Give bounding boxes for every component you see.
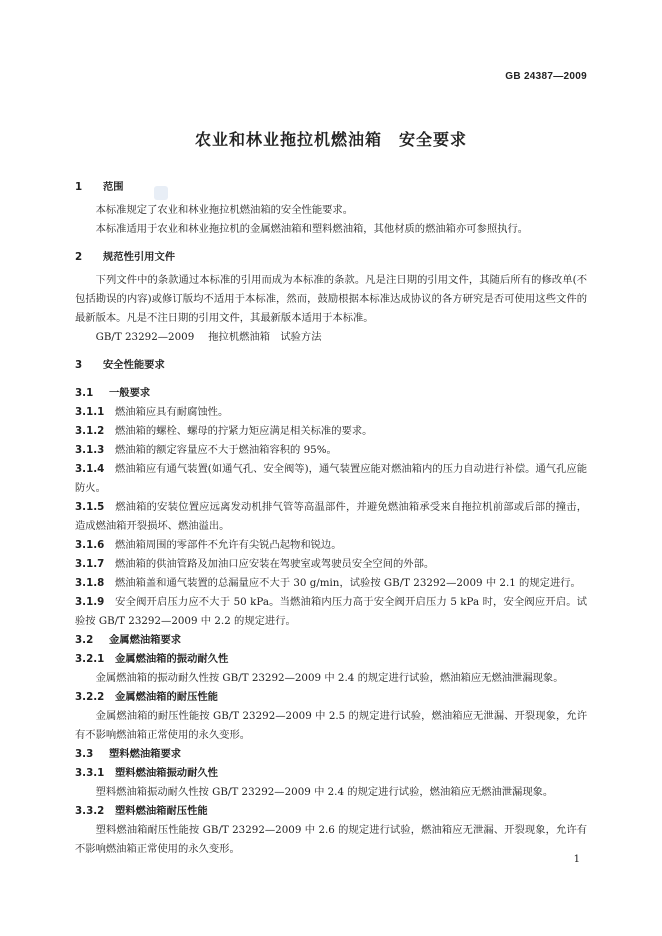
section-heading-2: 2 规范性引用文件 [75, 251, 176, 263]
reference-code: GB/T 23292—2009 [95, 331, 195, 343]
document-title: 农业和林业拖拉机燃油箱 安全要求 [194, 130, 467, 149]
paragraph: 本标准规定了农业和林业拖拉机燃油箱的安全性能要求。 [95, 204, 354, 216]
clause-item: 3.1.2 燃油箱的螺栓、螺母的拧紧力矩应满足相关标准的要求。 [75, 425, 373, 437]
clause-item: 3.1.8 燃油箱盖和通气装置的总漏量应不大于 30 g/min，试验按 GB/T 23292—2009 中 2.1 的规定进行。 [75, 577, 581, 589]
paragraph: 金属燃油箱的耐压性能按 GB/T 23292—2009 中 2.5 的规定进行试验，燃油箱应无泄漏、开裂现象，允许有不影响燃油箱正常使用的永久变形。 [75, 710, 587, 741]
section-heading-3-2-1: 3.2.1 金属燃油箱的振动耐久性 [75, 653, 229, 665]
clause-item: 3.1.5 燃油箱的安装位置应远离发动机排气管等高温部件，并避免燃油箱承受来自拖拉机前部或后部的撞击，造成燃油箱开裂损坏、燃油溢出。 [75, 501, 587, 532]
clause-item: 3.1.1 燃油箱应具有耐腐蚀性。 [75, 406, 229, 418]
section-heading-3-3: 3.3 塑料燃油箱要求 [75, 748, 182, 760]
section-heading-3-2-2: 3.2.2 金属燃油箱的耐压性能 [75, 691, 218, 703]
section-heading-1: 1 范围 [75, 181, 124, 193]
document-body [75, 178, 587, 859]
section-heading-3-1: 3.1 一般要求 [75, 387, 151, 399]
section-heading-3: 3 安全性能要求 [75, 359, 165, 371]
page-number: 1 [573, 854, 580, 865]
paragraph: 本标准适用于农业和林业拖拉机的金属燃油箱和塑料燃油箱，其他材质的燃油箱亦可参照执行。 [95, 223, 529, 235]
clause-item: 3.1.6 燃油箱周围的零部件不允许有尖锐凸起物和锐边。 [75, 539, 342, 551]
section-heading-3-2: 3.2 金属燃油箱要求 [75, 634, 182, 646]
normative-reference [75, 328, 587, 347]
section-heading-3-3-1: 3.3.1 塑料燃油箱振动耐久性 [75, 767, 218, 779]
clause-item: 3.1.7 燃油箱的供油管路及加油口应安装在驾驶室或驾驶员安全空间的外部。 [75, 558, 435, 570]
paragraph: 下列文件中的条款通过本标准的引用而成为本标准的条款。凡是注日期的引用文件，其随后所有的修改单(不包括勘误的内容)或修订版均不适用于本标准，然而，鼓励根据本标准达成协议的各方研究是否可使用这些文件的最新版本。凡是不注日期的引用文件，其最新版本适用于本标准。 [75, 274, 587, 324]
section-heading-3-3-2: 3.3.2 塑料燃油箱耐压性能 [75, 805, 208, 817]
paragraph: 塑料燃油箱耐压性能按 GB/T 23292—2009 中 2.6 的规定进行试验，燃油箱应无泄漏、开裂现象，允许有不影响燃油箱正常使用的永久变形。 [75, 824, 587, 855]
reference-title: 拖拉机燃油箱 试验方法 [208, 331, 322, 343]
clause-item: 3.1.9 安全阀开启压力应不大于 50 kPa。当燃油箱内压力高于安全阀开启压力 5 kPa 时，安全阀应开启。试验按 GB/T 23292—2009 中 2.2 的规定进行。 [75, 596, 587, 627]
clause-item: 3.1.4 燃油箱应有通气装置(如通气孔、安全阀等)，通气装置应能对燃油箱内的压力自动进行补偿。通气孔应能防火。 [75, 463, 587, 494]
paragraph: 塑料燃油箱振动耐久性按 GB/T 23292—2009 中 2.4 的规定进行试验，燃油箱应无燃油泄漏现象。 [95, 786, 554, 798]
clause-item: 3.1.3 燃油箱的额定容量应不大于燃油箱容积的 95%。 [75, 444, 337, 456]
standard-code: GB 24387—2009 [505, 71, 587, 82]
paragraph: 金属燃油箱的振动耐久性按 GB/T 23292—2009 中 2.4 的规定进行试验，燃油箱应无燃油泄漏现象。 [95, 672, 564, 684]
